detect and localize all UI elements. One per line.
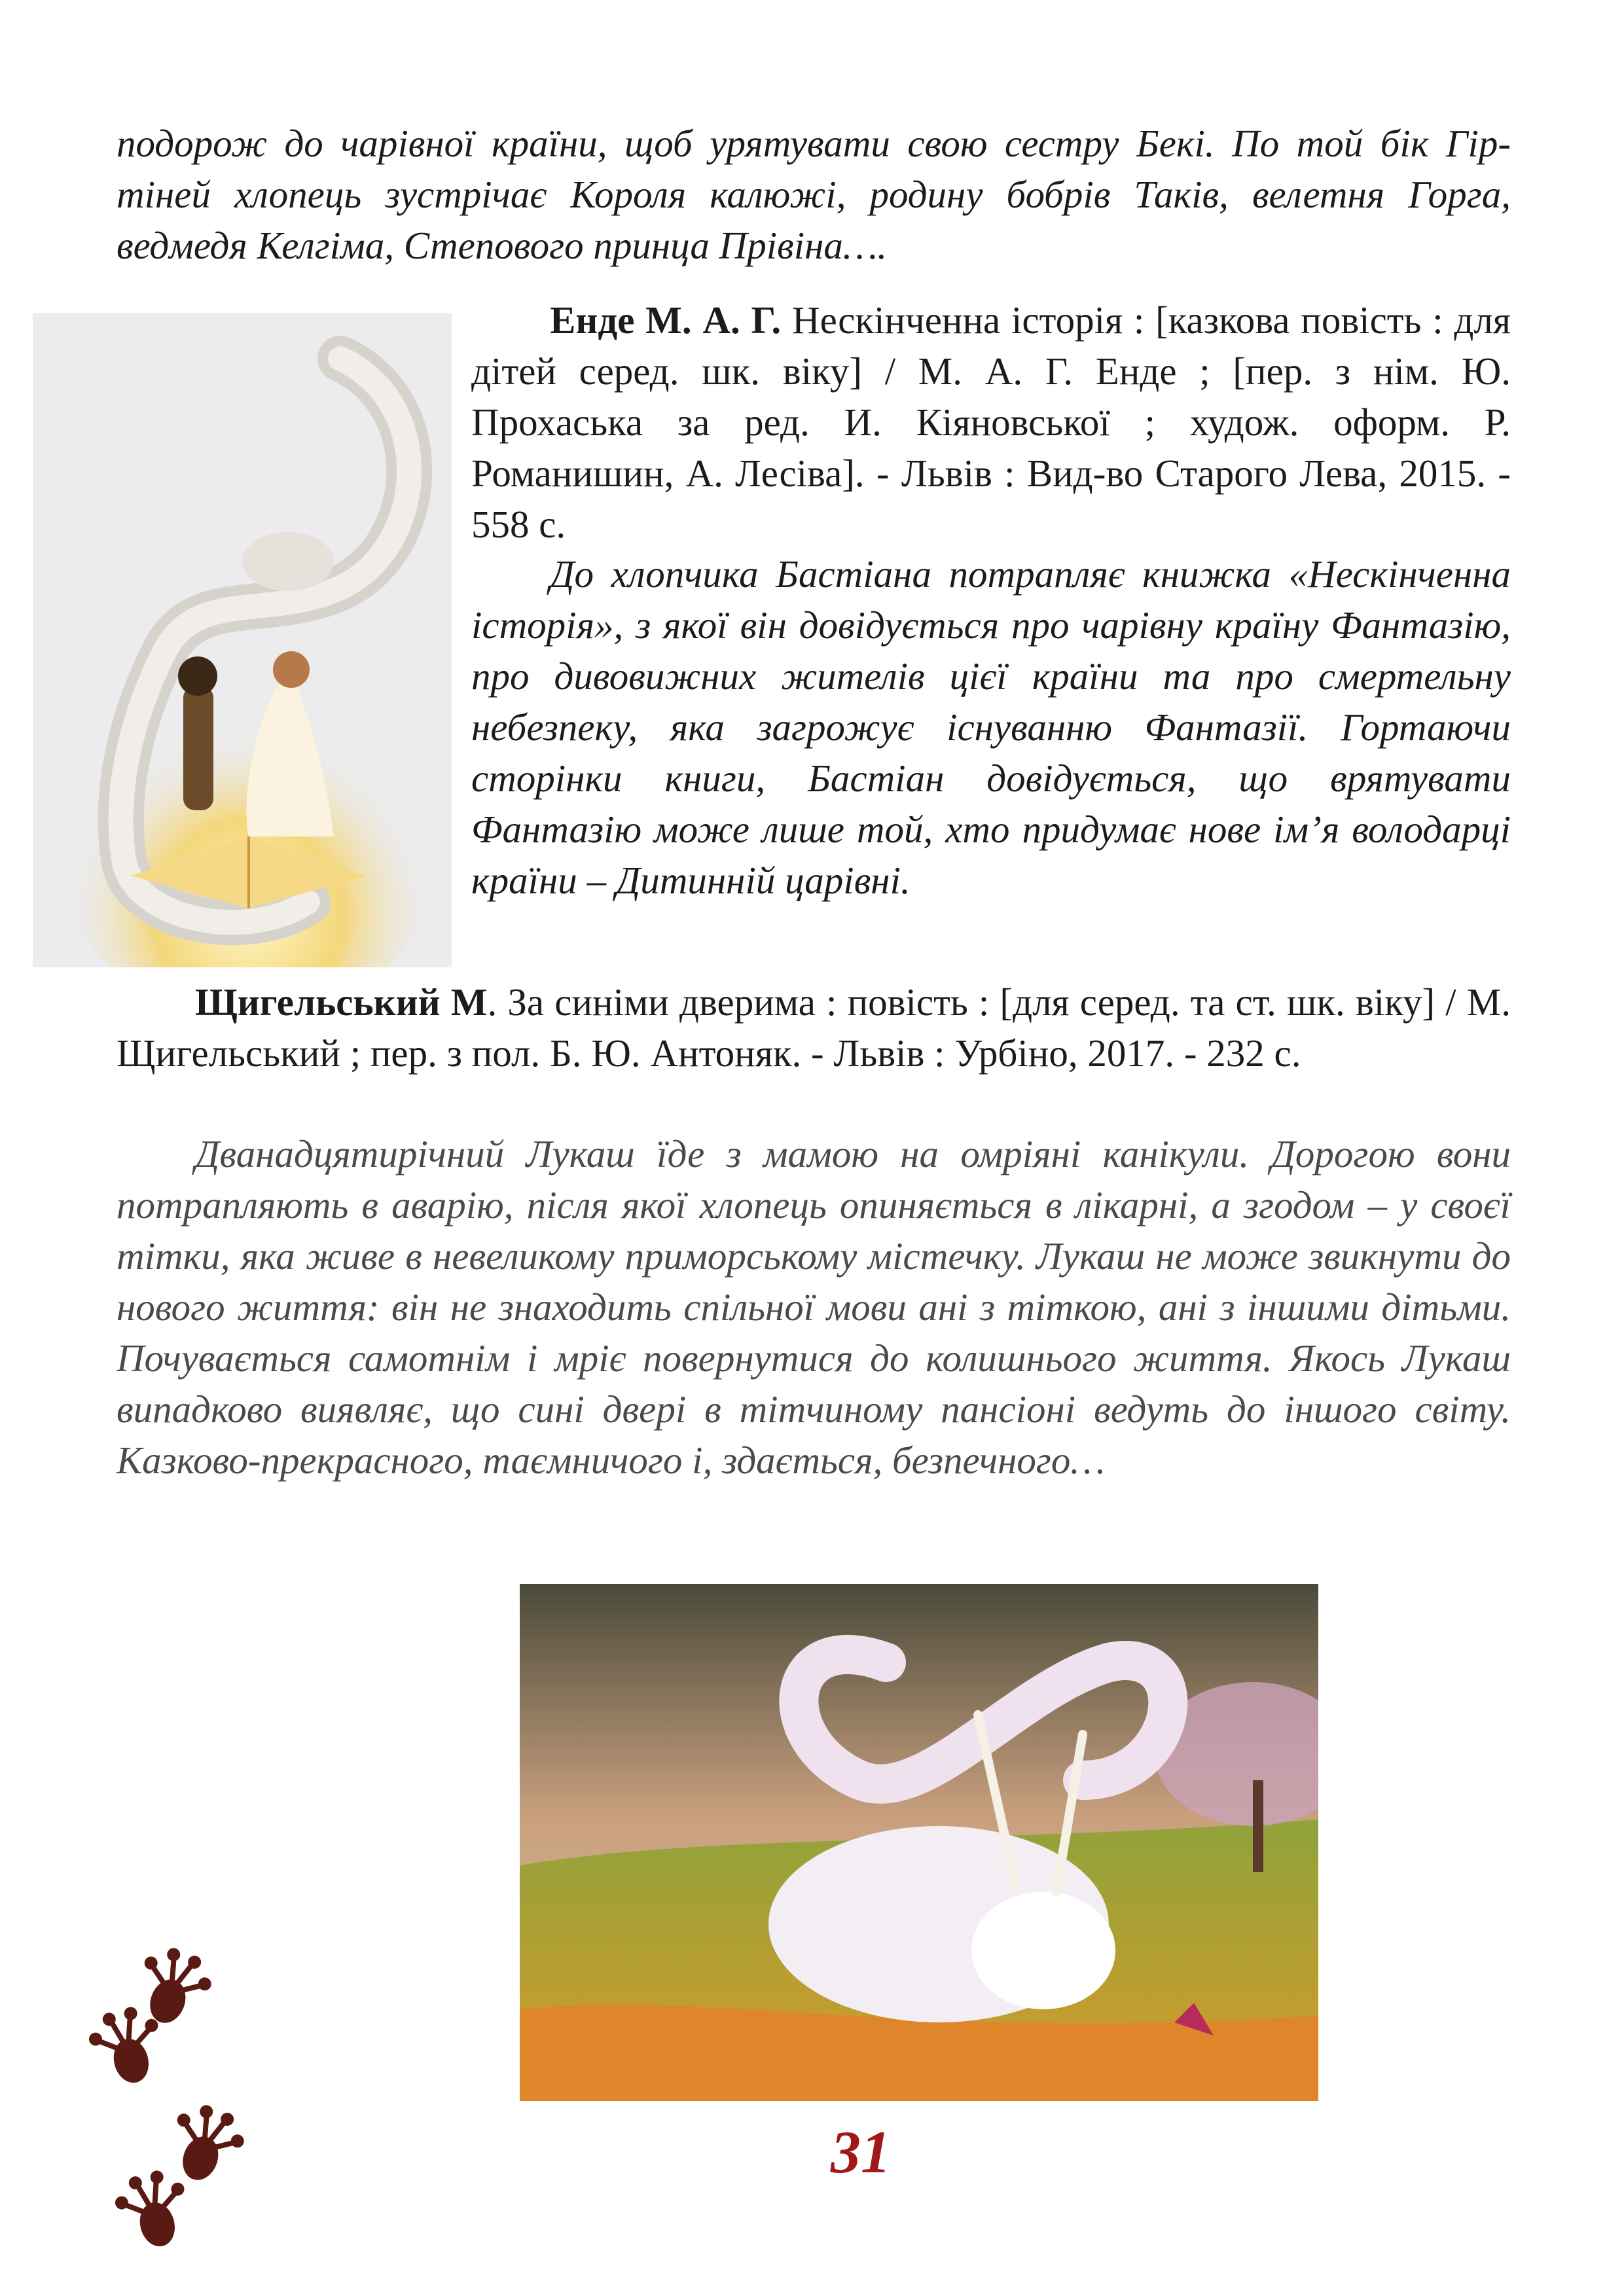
entry2-annotation: Дванадцятирічний Лукаш їде з мамою на омріяні канікули. Дорогою вони потрапляють в аварію, після якої хлопець опиняється в лікарні, а згодом – у своєї тітки, яка живе в невеликому приморському містечку. Лукаш не може звикнути до нового життя: він не знаходить спільної мови ані з тіткою, ані з іншими дітьми. Почувається самотнім і мріє повернутися до колишнього життя. Якось Лукаш випадково виявляє, що сині двері в тітчиному пансіоні ведуть до іншого світу. Казково-прекрасного, таємничого і, здається, безпечного… xyxy=(117,1132,1511,1482)
entry2-citation xyxy=(117,977,1511,1079)
footprints-decoration xyxy=(79,1937,275,2281)
entry2-author: Щигельський М xyxy=(195,980,488,1024)
entry1-annotation: До хлопчика Бастіана потрапляє книжка «Нескінченна історія», з якої він довідується про чарівну країну Фантазію, про дивовижних жителів цієї країни та про смертельну небезпеку, яка загрожує існуванню Фантазії. Гортаючи сторінки книги, Бастіан довідується, що врятувати Фантазію може лише той, хто придумає нове ім’я володарці країни – Дитинній царівні. xyxy=(471,552,1511,902)
illustration-dragon-book xyxy=(33,313,452,967)
entry1-author: Енде М. А. Г. xyxy=(550,298,782,342)
illustration-white-dragon xyxy=(520,1584,1318,2101)
page-number: 31 xyxy=(831,2119,891,2185)
intro-paragraph: подорож до чарівної країни, щоб урятувати свою сестру Бекі. По той бік Гір-тіней хлопець зустрічає Короля калюжі, родину бобрів Таків, велетня Горга, ведмедя Келгіма, Степового принца Прівіна…. xyxy=(117,122,1511,267)
entry1-citation-text: Нескінченна історія : [казкова повість : для дітей серед. шк. віку] / М. А. Г. Енде ; [пер. з нім. Ю. Прохаська за ред. И. Кіяновської ; худож. оформ. Р. Романишин, А. Лесіва]. - Львів : Вид-во Старого Лева, 2015. - 558 с. xyxy=(471,298,1511,546)
entry2-citation-text: . За синіми дверима : повість : [для серед. та ст. шк. віку] / М. Щигельський ; пер. з пол. Б. Ю. Антоняк. - Львів : Урбіно, 2017. - 232 с. xyxy=(117,980,1511,1075)
entry1-citation xyxy=(471,295,1511,550)
